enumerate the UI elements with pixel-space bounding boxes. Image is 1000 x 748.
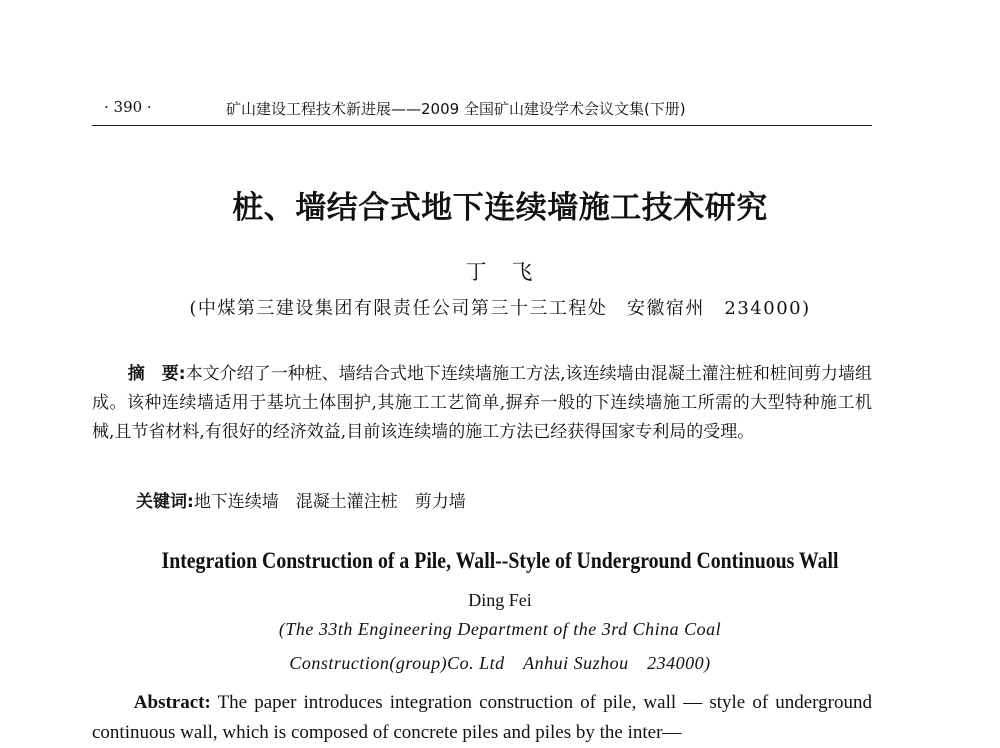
keywords-cn	[136, 487, 466, 512]
abstract-cn-label: 摘 要:	[127, 364, 186, 384]
running-header	[92, 94, 870, 122]
page-number: · 390 ·	[104, 98, 152, 116]
author-name-cn: 丁 飞	[465, 260, 535, 284]
abstract-en-label: Abstract:	[133, 692, 211, 713]
abstract-cn-text: 本文介绍了一种桩、墙结合式地下连续墙施工方法,该连续墙由混凝土灌注桩和桩间剪力墙组成。该种连续墙适用于基坑土体围护,其施工工艺简单,摒弃一般的下连续墙施工所需的大型特种施工机械,且节省材料,有很好的经济效益,目前该连续墙的施工方法已经获得国家专利局的受理。	[92, 364, 872, 442]
affiliation-en-line1: (The 33th Engineering Department of the 3rd China Coal	[278, 619, 722, 639]
author-name-en: Ding Fei	[468, 590, 532, 610]
journal-title: 矿山建设工程技术新进展——2009 全国矿山建设学术会议文集(下册)	[226, 100, 686, 118]
abstract-en-text: The paper introduces integration construction of pile, wall — style of underground continuous wall, which is composed of concrete piles and piles by the inter—	[92, 692, 872, 743]
keywords-cn-text: 地下连续墙 混凝土灌注桩 剪力墙	[193, 492, 466, 512]
keywords-cn-label: 关键词:	[136, 492, 194, 512]
paper-title-cn: 桩、墙结合式地下连续墙施工技术研究	[232, 190, 768, 226]
abstract-en	[92, 688, 872, 748]
affiliation-cn: (中煤第三建设集团有限责任公司第三十三工程处 安徽宿州 234000)	[189, 298, 811, 319]
header-rule	[92, 125, 872, 126]
affiliation-en-line2: Construction(group)Co. Ltd Anhui Suzhou 234000)	[289, 653, 711, 673]
abstract-cn	[92, 360, 872, 447]
paper-title-en: Integration Construction of a Pile, Wall--Style of Underground Continuous Wall	[161, 548, 839, 573]
